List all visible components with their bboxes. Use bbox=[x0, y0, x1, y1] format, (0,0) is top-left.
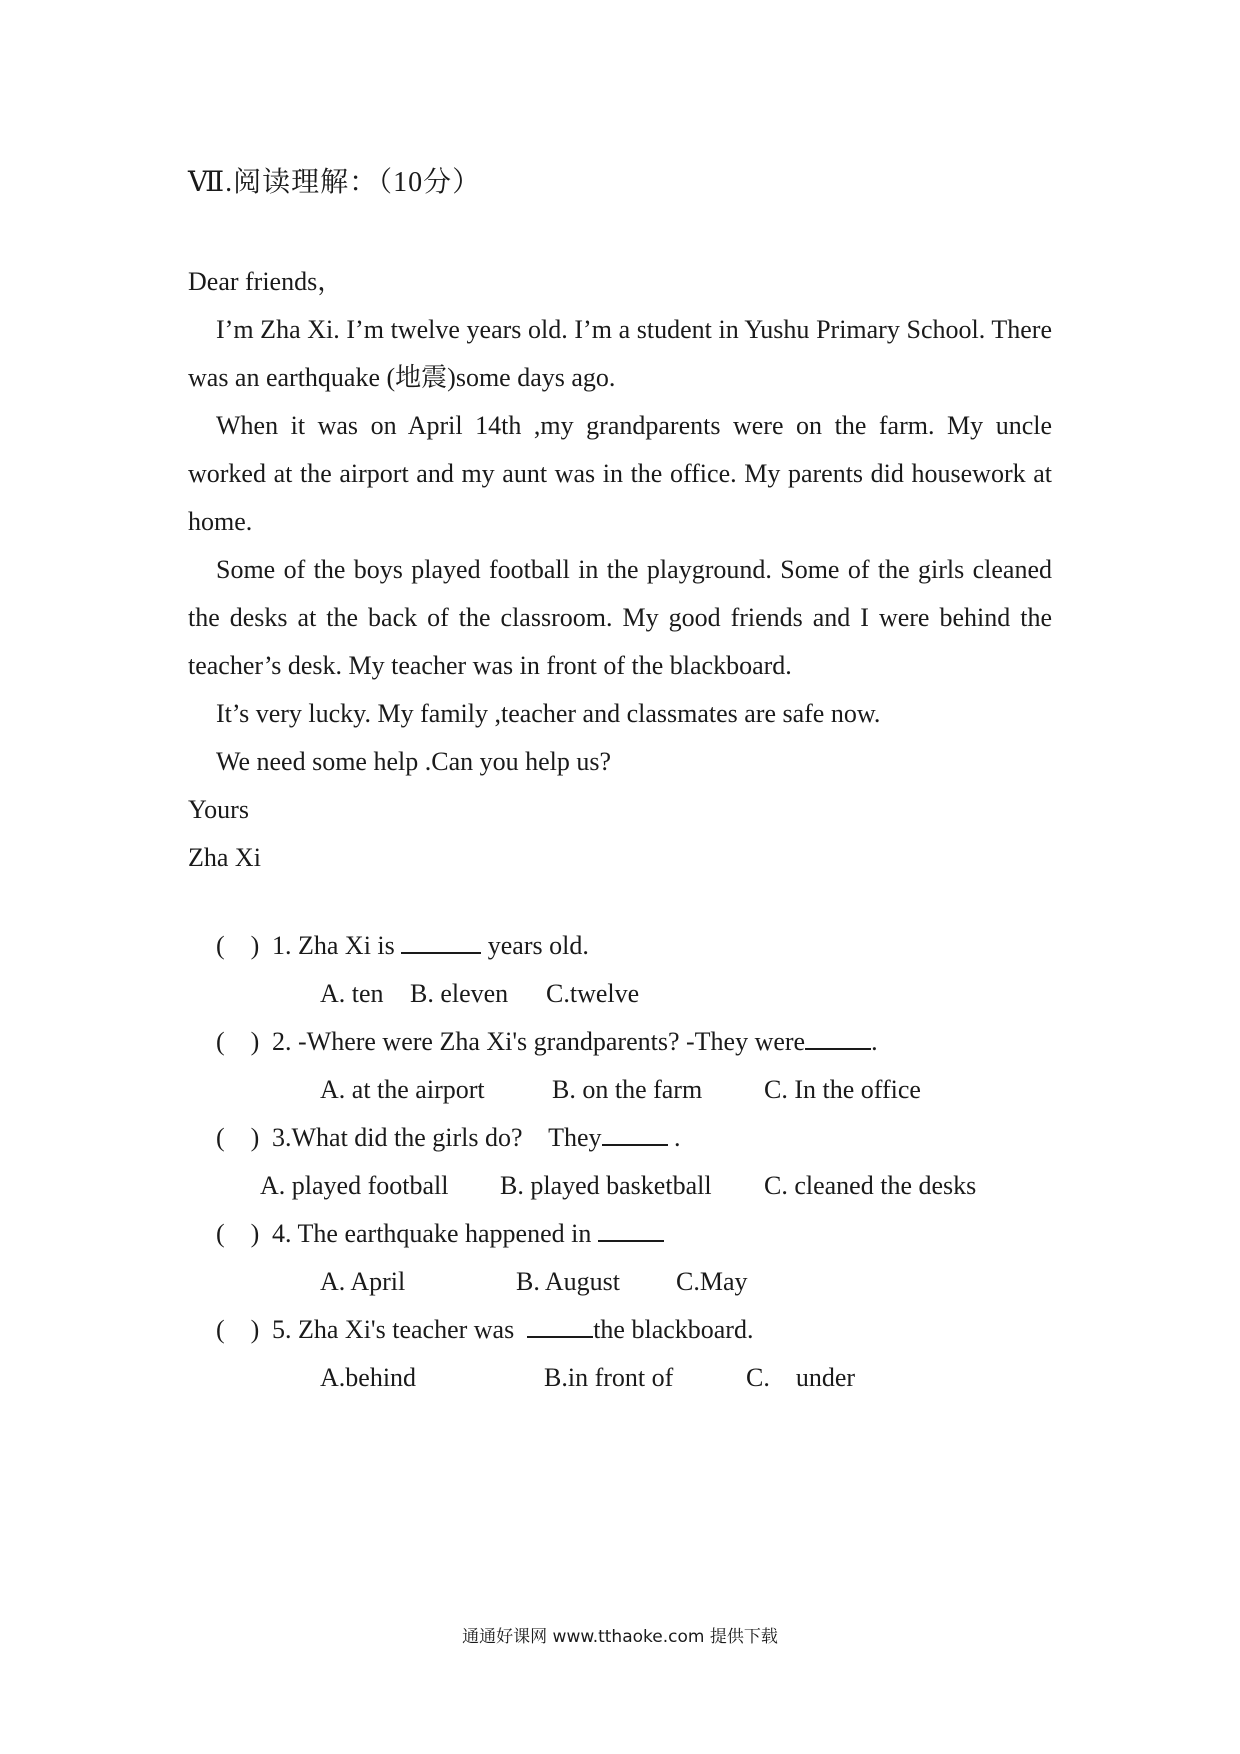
answer-parentheses[interactable]: ( ) bbox=[216, 1219, 260, 1248]
question-3-options bbox=[188, 1162, 1088, 1210]
answer-parentheses[interactable]: ( ) bbox=[216, 931, 260, 960]
question-2-options bbox=[188, 1066, 1088, 1114]
option-b[interactable]: B. August bbox=[516, 1267, 621, 1296]
section-title: Ⅶ.阅读理解：（10分） bbox=[188, 167, 482, 198]
option-a[interactable]: A. ten bbox=[320, 979, 384, 1008]
answer-parentheses[interactable]: ( ) bbox=[216, 1123, 260, 1152]
question-list bbox=[188, 922, 1088, 1402]
answer-blank[interactable] bbox=[401, 926, 481, 954]
question-1-options bbox=[188, 970, 1088, 1018]
answer-parentheses[interactable]: ( ) bbox=[216, 1027, 260, 1056]
question-5 bbox=[188, 1306, 1088, 1354]
question-text: 1. Zha Xi is bbox=[272, 931, 402, 960]
question-text: 2. -Where were Zha Xi's grandparents? -They were bbox=[272, 1027, 806, 1056]
option-b[interactable]: B. eleven bbox=[410, 979, 509, 1008]
option-b[interactable]: B. played basketball bbox=[500, 1171, 712, 1200]
question-text: 4. The earthquake happened in bbox=[272, 1219, 598, 1248]
question-4 bbox=[188, 1210, 1088, 1258]
question-3 bbox=[188, 1114, 1088, 1162]
question-1 bbox=[188, 922, 1088, 970]
letter-closing: Yours bbox=[188, 795, 249, 824]
option-a[interactable]: A. April bbox=[320, 1267, 406, 1296]
letter-paragraph: When it was on April 14th ,my grandparents were on the farm. My uncle worked at the airport and my aunt was in the office. My parents did housework at home. bbox=[188, 411, 1052, 536]
letter-paragraph: I’m Zha Xi. I’m twelve years old. I’m a student in Yushu Primary School. There was an earthquake (地震)some days ago. bbox=[188, 315, 1052, 392]
option-c[interactable]: C. under bbox=[746, 1363, 856, 1392]
letter-paragraph: Some of the boys played football in the playground. Some of the girls cleaned the desks at the back of the classroom. My good friends and I were behind the teacher’s desk. My teacher was in front of the blackboard. bbox=[188, 555, 1052, 680]
question-text-after: years old. bbox=[481, 931, 589, 960]
letter-signature: Zha Xi bbox=[188, 843, 261, 872]
question-text-after: . bbox=[667, 1123, 681, 1152]
question-text-after: . bbox=[871, 1027, 878, 1056]
option-c[interactable]: C. In the office bbox=[764, 1075, 921, 1104]
option-c[interactable]: C.May bbox=[676, 1267, 748, 1296]
option-a[interactable]: A.behind bbox=[320, 1363, 417, 1392]
question-text: 5. Zha Xi's teacher was bbox=[272, 1315, 528, 1344]
option-c[interactable]: C.twelve bbox=[546, 979, 640, 1008]
answer-parentheses[interactable]: ( ) bbox=[216, 1315, 260, 1344]
option-c[interactable]: C. cleaned the desks bbox=[764, 1171, 977, 1200]
question-text: 3.What did the girls do? They bbox=[272, 1123, 602, 1152]
answer-blank[interactable] bbox=[598, 1214, 664, 1242]
option-a[interactable]: A. played football bbox=[260, 1171, 449, 1200]
option-a[interactable]: A. at the airport bbox=[320, 1075, 485, 1104]
question-text-after: the blackboard. bbox=[593, 1315, 754, 1344]
option-b[interactable]: B.in front of bbox=[544, 1363, 674, 1392]
option-b[interactable]: B. on the farm bbox=[552, 1075, 703, 1104]
answer-blank[interactable] bbox=[527, 1310, 593, 1338]
question-2 bbox=[188, 1018, 1088, 1066]
answer-blank[interactable] bbox=[602, 1118, 668, 1146]
download-footer: 通通好课网 www.tthaoke.com 提供下载 bbox=[462, 1627, 778, 1647]
letter-greeting: Dear friends， bbox=[188, 267, 344, 296]
letter-paragraph: It’s very lucky. My family ,teacher and classmates are safe now. bbox=[216, 699, 881, 728]
question-4-options bbox=[188, 1258, 1088, 1306]
question-5-options bbox=[188, 1354, 1088, 1402]
letter-paragraph: We need some help .Can you help us? bbox=[216, 747, 612, 776]
answer-blank[interactable] bbox=[805, 1022, 871, 1050]
reading-letter bbox=[188, 258, 1052, 882]
